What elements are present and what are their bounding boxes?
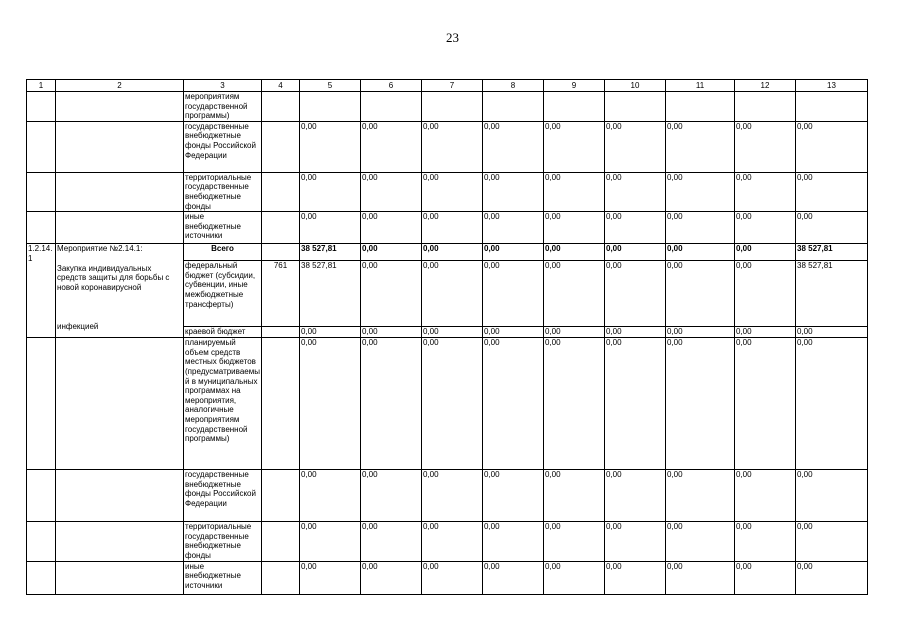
amount-cell: 0,00 [422, 212, 483, 244]
amount-cell: 0,00 [544, 522, 605, 561]
amount-cell: 0,00 [300, 212, 361, 244]
amount-cell: 0,00 [300, 172, 361, 211]
amount-cell: 0,00 [544, 121, 605, 172]
amount-cell: 0,00 [735, 561, 796, 594]
amount-cell: 0,00 [483, 172, 544, 211]
amount-cell: 0,00 [605, 338, 666, 470]
amount-cell: 0,00 [605, 522, 666, 561]
column-header: 4 [262, 80, 300, 92]
amount-cell: 0,00 [605, 261, 666, 327]
amount-cell: 0,00 [796, 327, 868, 338]
amount-cell: 0,00 [361, 561, 422, 594]
column-header: 5 [300, 80, 361, 92]
amount-cell: 0,00 [544, 327, 605, 338]
amount-cell: 0,00 [796, 338, 868, 470]
table-row [27, 338, 868, 470]
amount-cell: 0,00 [735, 261, 796, 327]
amount-cell: 0,00 [361, 121, 422, 172]
total-row [27, 244, 868, 261]
amount-cell: 0,00 [605, 212, 666, 244]
code-cell [262, 470, 300, 522]
column-header: 1 [27, 80, 56, 92]
amount-cell: 0,00 [735, 327, 796, 338]
amount-cell: 0,00 [422, 121, 483, 172]
amount-cell: 0,00 [544, 244, 605, 261]
measure-description-end: инфекцией [57, 321, 99, 331]
amount-cell: 38 527,81 [796, 244, 868, 261]
row-number-cell [27, 172, 56, 211]
amount-cell: 0,00 [605, 172, 666, 211]
amount-cell: 0,00 [666, 121, 735, 172]
amount-cell: 0,00 [796, 561, 868, 594]
table-row [27, 212, 868, 244]
amount-cell: 0,00 [361, 261, 422, 327]
amount-cell: 0,00 [483, 522, 544, 561]
amount-cell: 0,00 [605, 561, 666, 594]
measure-name-cell [56, 470, 184, 522]
amount-cell: 0,00 [605, 121, 666, 172]
row-number-cell [27, 522, 56, 561]
amount-cell: 0,00 [735, 172, 796, 211]
code-cell [262, 92, 300, 122]
funding-source-cell: территориальные государственные внебюджетные фонды [184, 522, 262, 561]
table-row [27, 92, 868, 122]
row-number-cell [27, 561, 56, 594]
amount-cell [361, 92, 422, 122]
amount-cell: 0,00 [300, 522, 361, 561]
amount-cell: 0,00 [422, 172, 483, 211]
amount-cell: 0,00 [796, 522, 868, 561]
table-row [27, 172, 868, 211]
measure-name-cell [56, 244, 184, 338]
amount-cell: 0,00 [666, 470, 735, 522]
amount-cell: 0,00 [544, 172, 605, 211]
code-cell [262, 172, 300, 211]
funding-source-cell: краевой бюджет [184, 327, 262, 338]
amount-cell: 0,00 [544, 338, 605, 470]
funding-source-cell: иные внебюджетные источники [184, 212, 262, 244]
funding-source-cell: государственные внебюджетные фонды Российской Федерации [184, 470, 262, 522]
table-row [27, 121, 868, 172]
amount-cell: 0,00 [361, 212, 422, 244]
funding-source-cell: мероприятиям государственной программы) [184, 92, 262, 122]
amount-cell [483, 92, 544, 122]
column-header: 9 [544, 80, 605, 92]
amount-cell: 0,00 [605, 327, 666, 338]
measure-title: Мероприятие №2.14.1: [57, 244, 143, 254]
amount-cell: 0,00 [796, 212, 868, 244]
column-number-row [27, 80, 868, 92]
amount-cell: 0,00 [666, 522, 735, 561]
amount-cell: 38 527,81 [300, 261, 361, 327]
amount-cell: 0,00 [796, 172, 868, 211]
code-cell [262, 244, 300, 261]
amount-cell: 0,00 [483, 212, 544, 244]
amount-cell: 0,00 [666, 172, 735, 211]
code-cell: 761 [262, 261, 300, 327]
row-number-cell [27, 92, 56, 122]
measure-name-cell [56, 92, 184, 122]
column-header: 13 [796, 80, 868, 92]
amount-cell: 0,00 [735, 212, 796, 244]
spacer [57, 254, 182, 264]
amount-cell: 0,00 [422, 522, 483, 561]
row-number-cell [27, 338, 56, 470]
budget-table [26, 79, 868, 595]
code-cell [262, 121, 300, 172]
amount-cell: 0,00 [666, 561, 735, 594]
amount-cell: 0,00 [300, 338, 361, 470]
amount-cell: 0,00 [361, 522, 422, 561]
table-row [27, 561, 868, 594]
measure-name-cell [56, 121, 184, 172]
row-number-cell [27, 212, 56, 244]
amount-cell: 0,00 [605, 244, 666, 261]
amount-cell: 0,00 [422, 327, 483, 338]
amount-cell: 0,00 [544, 561, 605, 594]
measure-name-cell [56, 561, 184, 594]
amount-cell: 0,00 [796, 470, 868, 522]
amount-cell: 0,00 [361, 338, 422, 470]
amount-cell: 0,00 [422, 261, 483, 327]
column-header: 10 [605, 80, 666, 92]
table-row [27, 522, 868, 561]
measure-name-cell [56, 338, 184, 470]
amount-cell: 0,00 [300, 327, 361, 338]
amount-cell [544, 92, 605, 122]
column-header: 6 [361, 80, 422, 92]
amount-cell: 0,00 [483, 561, 544, 594]
amount-cell: 0,00 [483, 327, 544, 338]
amount-cell: 0,00 [483, 261, 544, 327]
funding-source-cell: Всего [184, 244, 262, 261]
amount-cell: 38 527,81 [300, 244, 361, 261]
amount-cell: 0,00 [544, 261, 605, 327]
code-cell [262, 212, 300, 244]
amount-cell: 0,00 [666, 327, 735, 338]
amount-cell: 0,00 [422, 561, 483, 594]
amount-cell: 0,00 [300, 121, 361, 172]
amount-cell [666, 92, 735, 122]
code-cell [262, 327, 300, 338]
column-header: 8 [483, 80, 544, 92]
column-header: 2 [56, 80, 184, 92]
amount-cell: 0,00 [483, 470, 544, 522]
amount-cell: 0,00 [735, 338, 796, 470]
measure-name-cell [56, 522, 184, 561]
row-number-cell: 1.2.14.1 [27, 244, 56, 338]
amount-cell: 0,00 [361, 244, 422, 261]
amount-cell: 0,00 [735, 121, 796, 172]
column-header: 3 [184, 80, 262, 92]
amount-cell [422, 92, 483, 122]
funding-source-cell: территориальные государственные внебюджетные фонды [184, 172, 262, 211]
amount-cell [605, 92, 666, 122]
amount-cell [796, 92, 868, 122]
amount-cell: 0,00 [422, 470, 483, 522]
amount-cell: 0,00 [735, 470, 796, 522]
amount-cell: 0,00 [666, 261, 735, 327]
amount-cell: 0,00 [666, 212, 735, 244]
column-header: 7 [422, 80, 483, 92]
amount-cell: 0,00 [300, 561, 361, 594]
amount-cell: 0,00 [605, 470, 666, 522]
amount-cell: 0,00 [422, 244, 483, 261]
amount-cell [735, 92, 796, 122]
code-cell [262, 561, 300, 594]
amount-cell: 0,00 [422, 338, 483, 470]
amount-cell: 0,00 [666, 244, 735, 261]
amount-cell: 0,00 [544, 212, 605, 244]
measure-name-cell [56, 212, 184, 244]
amount-cell: 0,00 [796, 121, 868, 172]
table-row [27, 470, 868, 522]
row-number-cell [27, 121, 56, 172]
funding-source-cell: федеральный бюджет (субсидии, субвенции, иные межбюджетные трансферты) [184, 261, 262, 327]
measure-name-cell [56, 172, 184, 211]
measure-description: Закупка индивидуальных средств защиты для борьбы с новой коронавирусной [57, 263, 170, 292]
funding-source-cell: планируемый объем средств местных бюджетов (предусматриваемый в муниципальных программах на мероприятия, аналогичные мероприятиям государственной программы) [184, 338, 262, 470]
amount-cell: 0,00 [361, 172, 422, 211]
amount-cell: 0,00 [361, 470, 422, 522]
amount-cell: 0,00 [361, 327, 422, 338]
amount-cell: 0,00 [544, 470, 605, 522]
row-number-cell [27, 470, 56, 522]
column-header: 12 [735, 80, 796, 92]
spacer [57, 293, 182, 322]
amount-cell: 0,00 [483, 244, 544, 261]
amount-cell: 0,00 [483, 121, 544, 172]
amount-cell: 0,00 [735, 244, 796, 261]
code-cell [262, 522, 300, 561]
code-cell [262, 338, 300, 470]
amount-cell: 0,00 [300, 470, 361, 522]
funding-source-cell: государственные внебюджетные фонды Российской Федерации [184, 121, 262, 172]
amount-cell: 38 527,81 [796, 261, 868, 327]
column-header: 11 [666, 80, 735, 92]
amount-cell: 0,00 [666, 338, 735, 470]
amount-cell: 0,00 [735, 522, 796, 561]
amount-cell [300, 92, 361, 122]
amount-cell: 0,00 [483, 338, 544, 470]
funding-source-cell: иные внебюджетные источники [184, 561, 262, 594]
page-number: 23 [446, 30, 459, 45]
